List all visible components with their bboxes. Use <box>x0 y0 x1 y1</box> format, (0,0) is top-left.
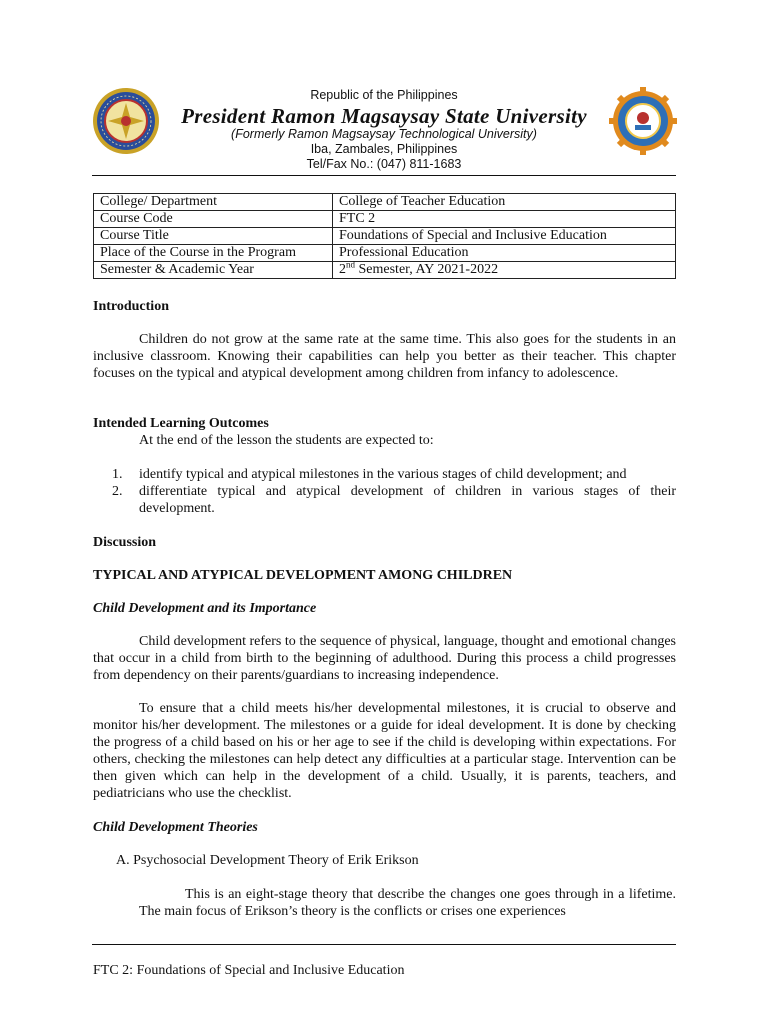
introduction-paragraph: Children do not grow at the same rate at the same time. This also goes for the students in an inclusive classroom. Knowing their capabilities can help you better as their teacher. This chapter focuses on the typical and atypical development among children from infancy to adolescence. <box>93 332 676 381</box>
introduction-heading: Introduction <box>93 299 169 314</box>
semester-ordinal: nd <box>346 259 355 270</box>
course-info-table <box>93 193 676 279</box>
table-row <box>94 245 676 262</box>
table-value: Foundations of Special and Inclusive Education <box>333 228 676 245</box>
table-row <box>94 228 676 245</box>
list-item <box>114 483 676 517</box>
theory-heading: A. Psychosocial Development Theory of Erik Erikson <box>116 853 419 868</box>
list-item-text: identify typical and atypical milestones in the various stages of child development; and <box>139 467 627 482</box>
discussion-heading: Discussion <box>93 535 157 550</box>
table-key: Place of the Course in the Program <box>94 245 333 262</box>
table-value <box>333 259 676 279</box>
footer-divider <box>92 944 676 945</box>
semester-rest: Semester, AY 2021-2022 <box>355 262 499 277</box>
list-item <box>114 466 676 483</box>
table-row <box>94 262 676 279</box>
table-row <box>94 194 676 211</box>
paragraph: To ensure that a child meets his/her developmental milestones, it is crucial to observe and monitor his/her development. The milestones or a guide for ideal development. It is done by checking the progress of a child based on his or her age to see if the child is developing within expectations. For others, checking the milestones can help detect any difficulties at a particular stage. Intervention can be then given which can help in the development of a child. Usually, it is parents, teachers, and pediatricians who use the checklist. <box>93 701 676 801</box>
section-title: TYPICAL AND ATYPICAL DEVELOPMENT AMONG CHILDREN <box>93 568 513 583</box>
formerly-name: (Formerly Ramon Magsaysay Technological University) <box>231 127 537 141</box>
theory-paragraph: This is an eight-stage theory that describe the changes one goes through in a lifetime. The main focus of Erikson’s theory is the conflicts or crises one experiences <box>139 887 676 919</box>
university-location: Iba, Zambales, Philippines <box>310 142 458 156</box>
tel-fax: Tel/Fax No.: (047) 811-1683 <box>306 157 462 171</box>
table-key: Course Code <box>94 211 333 228</box>
semester-number: 2 <box>339 262 346 277</box>
ilo-heading: Intended Learning Outcomes <box>93 416 269 431</box>
university-name: President Ramon Magsaysay State University <box>181 104 587 128</box>
subsection-title: Child Development Theories <box>93 820 258 835</box>
table-value: College of Teacher Education <box>333 194 676 211</box>
list-item-number: 1. <box>112 467 123 482</box>
table-value: FTC 2 <box>333 211 676 228</box>
table-key: Course Title <box>94 228 333 245</box>
paragraph: Child development refers to the sequence of physical, language, thought and emotional changes that occur in a child from birth to the beginning of adulthood. During this process a child progresses from dependency on their parents/guardians to increasing independence. <box>93 634 676 683</box>
footer-text: FTC 2: Foundations of Special and Inclusive Education <box>93 963 405 978</box>
list-item-text: differentiate typical and atypical development of children in various stages of their development. <box>139 484 676 516</box>
list-item-number: 2. <box>112 484 123 499</box>
table-row <box>94 211 676 228</box>
republic-line: Republic of the Philippines <box>310 88 458 102</box>
table-key: Semester & Academic Year <box>94 262 333 279</box>
ilo-lead: At the end of the lesson the students are expected to: <box>139 433 434 448</box>
table-value: Professional Education <box>333 245 676 262</box>
subsection-title: Child Development and its Importance <box>93 601 317 616</box>
header-divider <box>92 175 676 176</box>
table-key: College/ Department <box>94 194 333 211</box>
